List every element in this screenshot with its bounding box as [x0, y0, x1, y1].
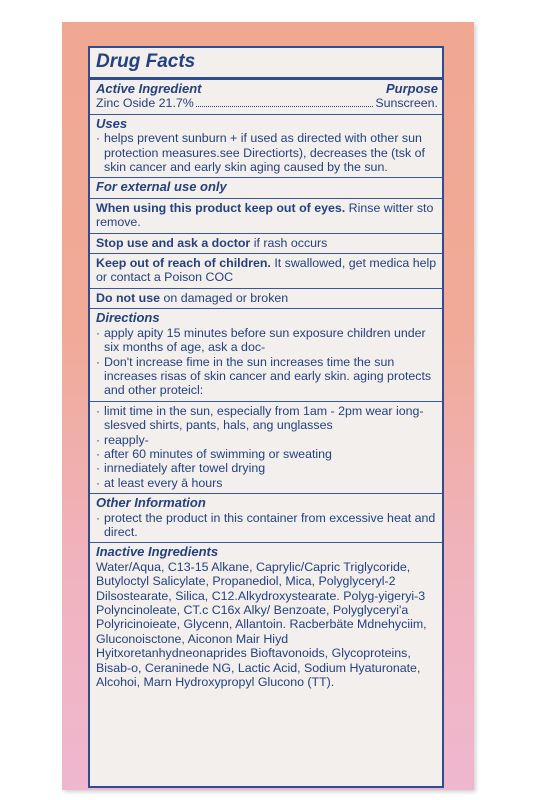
do-not-use-section [90, 289, 442, 309]
stop-use-text [96, 236, 438, 250]
when-using-heading: When using this product keep out of eyes. [96, 200, 346, 215]
list-item: · apply apity 15 minutes before sun exposure children under six months of age, ask a doc- [96, 326, 438, 355]
do-not-use-text [96, 291, 438, 305]
list-item: · protect the product in this container from excessive heat and direct. [96, 511, 438, 540]
active-header-row [96, 82, 438, 96]
purpose-heading: Purpose [385, 81, 438, 96]
other-information-list [96, 511, 438, 540]
do-not-use-body: on damaged or broken [163, 290, 289, 305]
list-item: · helps prevent sunburn + if used as directed with other sun protection measures.see Directiorts), decreases the (tsk of skin cancer and early skin aging caused by the sun. [96, 131, 438, 174]
uses-list [96, 131, 438, 174]
drug-facts-title: Drug Facts [96, 51, 196, 72]
external-use-heading: For external use only [96, 179, 227, 195]
other-information-heading: Other Information [96, 495, 206, 511]
active-ingredient-purpose: Sunscreen. [375, 96, 438, 111]
when-using-body: Rinse witter sto remove. [96, 200, 434, 230]
inactive-ingredients-section [90, 543, 442, 692]
when-using-section [90, 199, 442, 234]
directions-section [90, 309, 442, 401]
list-item: · inrnediately after towel drying [96, 461, 438, 475]
title-section [90, 48, 442, 80]
list-item: · limit time in the sun, especially from 1am - 2pm wear iong-slesved shirts, pants, hals, ang unglasses [96, 404, 438, 433]
external-use-section [90, 178, 442, 198]
keep-out-text [96, 256, 438, 285]
list-item: · reapply- [96, 433, 438, 447]
other-information-section [90, 494, 442, 543]
list-item: · after 60 minutes of swimming or sweating [96, 447, 438, 461]
drug-facts-panel [88, 46, 444, 788]
stop-use-body: if rash occurs [253, 235, 328, 250]
inactive-ingredients-heading: Inactive Ingredients [96, 544, 219, 560]
uses-section [90, 115, 442, 179]
list-item: · at least every ā hours [96, 476, 438, 490]
active-ingredient-section [90, 80, 442, 115]
when-using-text [96, 201, 438, 230]
active-ingredient-name: Zinc Oside 21.7% [96, 96, 194, 111]
keep-out-section [90, 254, 442, 289]
directions-list-a [96, 326, 438, 398]
do-not-use-heading: Do not use [96, 290, 161, 305]
keep-out-heading: Keep out of reach of children. [96, 256, 271, 271]
keep-out-body: It swallowed, get medica help or contact a Poison COC [96, 256, 437, 285]
directions-list-b [96, 404, 438, 490]
uses-heading: Uses [96, 115, 128, 131]
inactive-ingredients-text: Water/Aqua, C13-15 Alkane, Caprylic/Capric Triglycoride, Butyloctyl Salicylate, Propanediol, Mica, Polyglyceryl-2 Dilsostearate, Silica, C12.Alkydroxystearate. Polyg-yigeryi-3 Polyncinoleate, CT.c C16x Alky/ Benzoate, Polyglyceryi'a Polyricinoieate, Glycenn, Allantoin. Racberbäte Mdnehyciim, Gluconoisctone, Aiconon Mair Hiyd Hyitxoretanhydneonaprides Bioftavonoids, Glycoproteins, Bisab-o, Ceraninede NG, Lactic Acid, Sodium Hyaturonate, Alcohoi, Marn Hydroxypropyl Glucono (TT). [96, 559, 427, 690]
active-ingredient-row [96, 96, 438, 110]
stop-use-section [90, 234, 442, 254]
directions-heading: Directions [96, 310, 160, 326]
stop-use-heading: Stop use and ask a doctor [96, 235, 251, 250]
product-box [62, 22, 474, 790]
active-ingredient-heading: Active Ingredient [96, 81, 202, 96]
directions-sun-section [90, 402, 442, 494]
dotted-leader [196, 96, 374, 106]
list-item: · Don't increase fime in the sun increases time the sun increases risas of skin cancer and early skin. aging protects and other proteicl: [96, 355, 438, 398]
